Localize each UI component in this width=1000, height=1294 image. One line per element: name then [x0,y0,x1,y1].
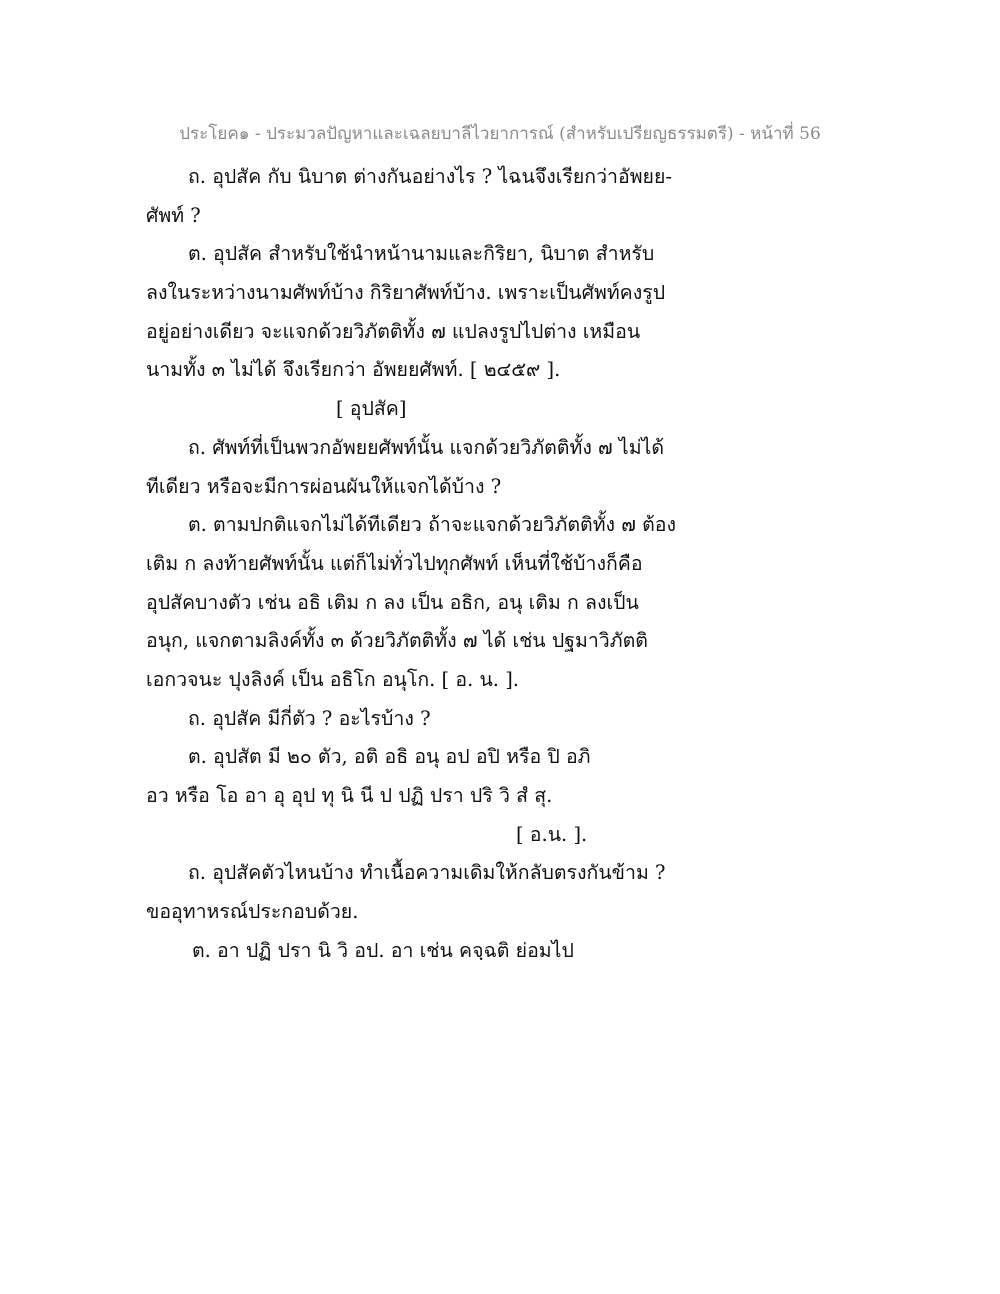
question-line: ศัพท์ ? [146,203,201,227]
answer-line: ลงในระหว่างนามศัพท์บ้าง กิริยาศัพท์บ้าง. เพราะเป็นศัพท์คงรูป [146,281,666,305]
question-line: ขออุทาหรณ์ประกอบด้วย. [146,900,359,924]
question-line: ถ. อุปสัค มีกี่ตัว ? อะไรบ้าง ? [188,706,431,730]
answer-line: ต. อุปสัค สำหรับใช้นำหน้านามและกิริยา, นิบาต สำหรับ [188,242,655,266]
source-reference: [ อ.น. ]. [516,822,588,846]
question-line: ถ. อุปสัค กับ นิบาต ต่างกันอย่างไร ? ไฉนจึงเรียกว่าอัพยย- [188,165,672,188]
body-text [146,158,677,970]
answer-line: อว หรือ โอ อา อุ อุป ทุ นิ นี ป ปฏิ ปรา ปริ วิ สํ สุ. [146,784,553,807]
answer-line: เติม ก ลงท้ายศัพท์นั้น แต่ก็ไม่ทั่วไปทุกศัพท์ เห็นที่ใช้บ้างก็คือ [146,551,643,575]
answer-line: ต. ตามปกติแจกไม่ได้ทีเดียว ถ้าจะแจกด้วยวิภัตติทั้ง ๗ ต้อง [188,513,677,537]
question-line: ถ. อุปสัคตัวไหนบ้าง ทำเนื้อความเดิมให้กลับตรงกันข้าม ? [188,861,666,885]
question-line: ทีเดียว หรือจะมีการผ่อนผันให้แจกได้บ้าง ? [146,474,502,498]
answer-line: เอกวจนะ ปุงลิงค์ เป็น อธิโก อนุโก. [ อ. น. ]. [146,667,520,691]
answer-line: ต. อา ปฏิ ปรา นิ วิ อป. อา เช่น คจฺฉติ ย่อมไป [192,938,574,962]
answer-line: อนุก, แจกตามลิงค์ทั้ง ๓ ด้วยวิภัตติทั้ง ๗ ได้ เช่น ปฐมาวิภัตติ [146,629,648,653]
question-line: ถ. ศัพท์ที่เป็นพวกอัพยยศัพท์นั้น แจกด้วยวิภัตติทั้ง ๗ ไม่ได้ [188,435,665,459]
running-header: ประโยค๑ - ประมวลปัญหาและเฉลยบาลีไวยาการณ์ (สำหรับเปรียญธรรมตรี) - หน้าที่ 56 [179,124,821,144]
answer-line: อยู่อย่างเดียว จะแจกด้วยวิภัตติทั้ง ๗ แปลงรูปไปต่าง เหมือน [146,319,641,343]
answer-line: นามทั้ง ๓ ไม่ได้ จึงเรียกว่า อัพยยศัพท์. [ ๒๔๕๙ ]. [146,358,561,382]
answer-line: อุปสัคบางตัว เช่น อธิ เติม ก ลง เป็น อธิก, อนุ เติม ก ลงเป็น [146,590,639,614]
section-heading: [ อุปสัค] [336,397,407,421]
answer-line: ต. อุปสัต มี ๒๐ ตัว, อติ อธิ อนุ อป อปิ หรือ ปิ อภิ [188,745,591,769]
